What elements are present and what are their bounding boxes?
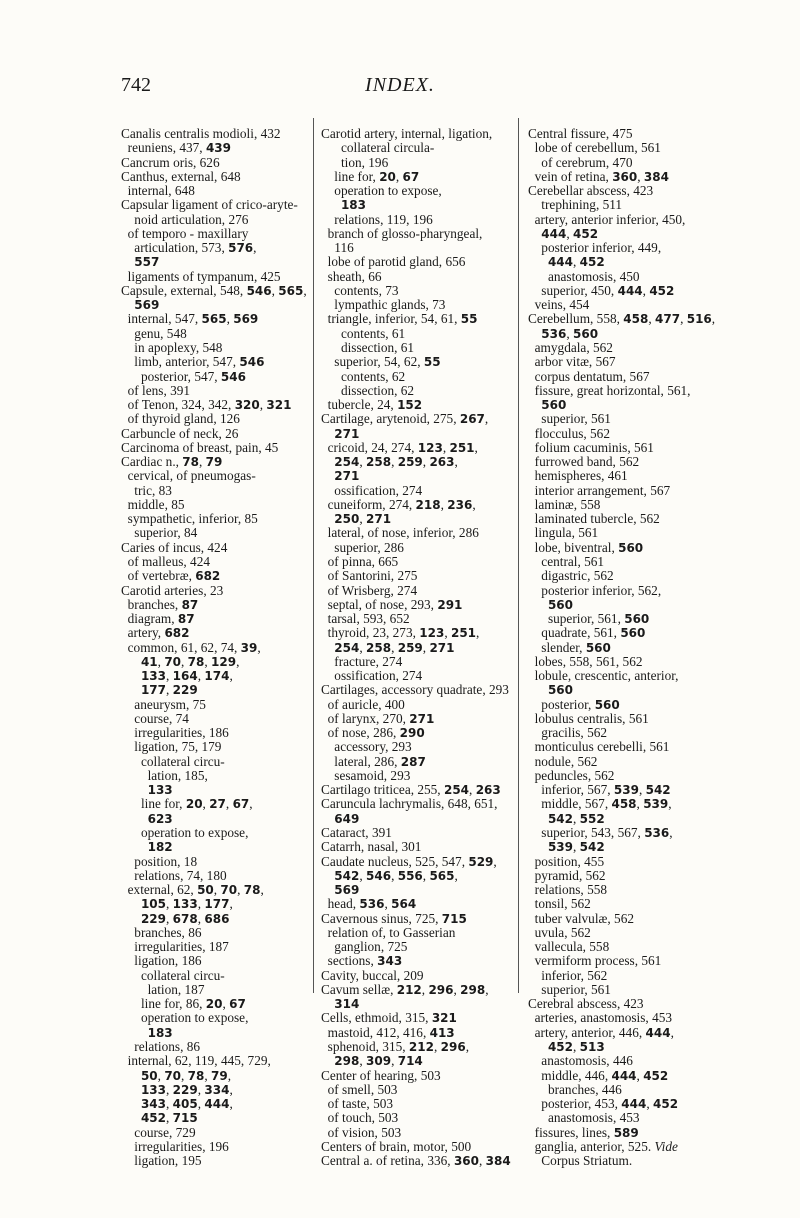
index-entry-line: arteries, anastomosis, 453	[528, 1010, 673, 1026]
index-entry-line: 254, 258, 259, 271	[334, 639, 455, 655]
index-entry-line: tarsal, 593, 652	[321, 611, 410, 627]
index-entry-line: 41, 70, 78, 129,	[140, 653, 240, 669]
index-entry-line: lation, 187	[121, 981, 205, 997]
index-entry-line: relations, 119, 196	[321, 211, 433, 227]
index-entry-line: of nose, 286, 290	[321, 725, 425, 741]
index-entry-line: peduncles, 562	[528, 767, 615, 783]
index-entry-line: genu, 548	[121, 325, 187, 341]
index-entry-line: posterior inferior, 449,	[528, 240, 662, 256]
index-entry-line: of malleus, 424	[121, 553, 211, 569]
index-entry-line: corpus dentatum, 567	[528, 368, 650, 384]
page-header	[0, 74, 800, 100]
index-entry-line: position, 455	[528, 853, 605, 869]
index-entry-line: 177, 229	[140, 682, 198, 698]
index-entry-line: monticulus cerebelli, 561	[528, 739, 670, 755]
index-entry-line: tion, 196	[321, 154, 389, 170]
index-column-2	[321, 127, 511, 1168]
index-entry-line: operation to expose,	[121, 1010, 249, 1026]
index-entry-line: branches, 87	[121, 596, 199, 612]
index-entry-line: of taste, 503	[321, 1096, 394, 1112]
index-entry-line: 105, 133, 177,	[140, 896, 233, 912]
index-entry-line: course, 729	[121, 1124, 196, 1140]
index-entry-line: sphenoid, 315, 212, 296,	[321, 1039, 470, 1054]
index-entry-line: in apoplexy, 548	[121, 339, 223, 355]
index-entry-line: ossification, 274	[321, 668, 423, 684]
index-entry-line: 557	[134, 255, 160, 270]
index-entry-line: laminated tubercle, 562	[528, 511, 660, 527]
index-entry-line: arbor vitæ, 567	[528, 354, 616, 370]
index-entry-line: Capsular ligament of crico-aryte-	[121, 197, 298, 213]
index-entry-line: lobes, 558, 561, 562	[528, 653, 643, 669]
index-entry-line: irregularities, 196	[121, 1138, 229, 1154]
index-entry-line: Cerebral abscess, 423	[528, 996, 644, 1012]
index-entry-line: branch of glosso-pharyngeal,	[321, 225, 483, 241]
index-entry-line: 542, 552	[547, 810, 605, 826]
index-entry-line: relations, 558	[528, 882, 608, 898]
page-title: INDEX.	[365, 74, 435, 96]
index-entry-line: of lens, 391	[121, 382, 191, 398]
index-entry-line: internal, 648	[121, 183, 195, 199]
index-entry-line: Carcinoma of breast, pain, 45	[121, 439, 279, 455]
index-entry-line: of temporo - maxillary	[121, 225, 249, 241]
index-entry-line: sections, 343	[321, 953, 403, 969]
index-entry-line: 314	[334, 997, 360, 1012]
index-entry-line: 542, 546, 556, 565,	[334, 867, 458, 883]
index-entry-line: artery, anterior inferior, 450,	[528, 211, 686, 227]
index-entry-line: pyramid, 562	[528, 867, 606, 883]
index-entry-line: cervical, of pneumogas-	[121, 468, 256, 484]
index-entry-line: Cavernous sinus, 725, 715	[321, 910, 467, 926]
index-entry-line: of vision, 503	[321, 1124, 402, 1140]
index-entry-line: 560	[541, 398, 567, 413]
index-entry-line: superior, 543, 567, 536,	[528, 825, 673, 841]
index-entry-line: dissection, 61	[321, 339, 415, 355]
index-entry-line: ganglia, anterior, 525. Vide	[528, 1138, 678, 1154]
index-entry-line: 539, 542	[547, 839, 605, 855]
index-entry-line: internal, 62, 119, 445, 729,	[121, 1053, 271, 1069]
index-entry-line: of Tenon, 324, 342, 320, 321	[121, 397, 292, 413]
index-entry-line: vein of retina, 360, 384	[528, 168, 669, 184]
index-entry-line: Corpus Striatum.	[528, 1153, 633, 1169]
index-entry-line: veins, 454	[528, 297, 590, 313]
index-entry-line: 254, 258, 259, 263,	[334, 454, 458, 470]
index-entry-line: ligation, 195	[121, 1153, 202, 1169]
index-entry-line: ligation, 186	[121, 953, 202, 969]
page-number: 742	[121, 74, 151, 96]
index-entry-line: Cartilage, arytenoid, 275, 267,	[321, 411, 489, 427]
index-entry-line: Cancrum oris, 626	[121, 154, 220, 170]
index-entry-line: Cavum sellæ, 212, 296, 298,	[321, 981, 489, 997]
index-entry-line: folium cacuminis, 561	[528, 439, 654, 455]
index-entry-line: 569	[134, 298, 160, 313]
index-entry-line: mastoid, 412, 416, 413	[321, 1024, 455, 1040]
index-entry-line: collateral circu-	[121, 753, 225, 769]
index-entry-line: of Santorini, 275	[321, 568, 418, 584]
index-entry-line: anastomosis, 450	[528, 268, 640, 284]
index-entry-line: furrowed band, 562	[528, 454, 640, 470]
index-entry-line: collateral circula-	[321, 140, 435, 156]
index-entry-line: Cells, ethmoid, 315, 321	[321, 1010, 457, 1026]
index-entry-line: trephining, 511	[528, 197, 623, 213]
index-entry-line: slender, 560	[528, 639, 611, 655]
index-entry-line: superior, 450, 444, 452	[528, 282, 675, 298]
index-entry-line: vallecula, 558	[528, 939, 610, 955]
index-entry-line: posterior, 560	[528, 696, 620, 712]
column-divider	[313, 118, 314, 993]
index-entry-line: Center of hearing, 503	[321, 1067, 441, 1083]
index-entry-line: middle, 446, 444, 452	[528, 1067, 669, 1083]
index-entry-line: uvula, 562	[528, 924, 591, 940]
index-entry-line: quadrate, 561, 560	[528, 625, 646, 641]
index-entry-line: common, 61, 62, 74, 39,	[121, 639, 261, 655]
index-entry-line: Cerebellar abscess, 423	[528, 183, 654, 199]
index-entry-line: interior arrangement, 567	[528, 482, 671, 498]
index-entry-line: hemispheres, 461	[528, 468, 628, 484]
index-entry-line: septal, of nose, 293, 291	[321, 596, 463, 612]
index-entry-line: middle, 85	[121, 496, 185, 512]
index-entry-line: lateral, of nose, inferior, 286	[321, 525, 479, 541]
index-entry-line: Carotid arteries, 23	[121, 582, 224, 598]
index-entry-line: 569	[334, 883, 360, 898]
index-entry-line: accessory, 293	[321, 739, 412, 755]
index-entry-line: relations, 74, 180	[121, 867, 227, 883]
index-entry-line: aneurysm, 75	[121, 696, 206, 712]
index-entry-line: sesamoid, 293	[321, 767, 411, 783]
index-entry-line: fracture, 274	[321, 653, 403, 669]
index-entry-line: of smell, 503	[321, 1081, 398, 1097]
index-entry-line: Capsule, external, 548, 546, 565,	[121, 282, 307, 298]
index-entry-line: 560	[547, 683, 574, 698]
index-entry-line: dissection, 62	[321, 382, 415, 398]
index-entry-line: 298, 309, 714	[334, 1053, 423, 1069]
index-entry-line: cuneiform, 274, 218, 236,	[321, 496, 476, 512]
index-entry-line: 271	[334, 469, 360, 484]
index-entry-line: Canalis centralis modioli, 432	[121, 126, 281, 141]
index-entry-line: digastric, 562	[528, 568, 614, 584]
index-entry-line: of auricle, 400	[321, 696, 405, 712]
index-entry-line: 343, 405, 444,	[140, 1096, 233, 1112]
index-entry-line: Cartilago triticea, 255, 254, 263	[321, 782, 501, 798]
index-entry-line: Catarrh, nasal, 301	[321, 839, 422, 855]
index-entry-line: lympathic glands, 73	[321, 297, 446, 313]
index-entry-line: Caudate nucleus, 525, 547, 529,	[321, 853, 497, 869]
index-entry-line: thyroid, 23, 273, 123, 251,	[321, 625, 480, 641]
index-entry-line: anastomosis, 453	[528, 1110, 640, 1126]
index-entry-line: Cerebellum, 558, 458, 477, 516,	[528, 311, 716, 327]
index-entry-line: Centers of brain, motor, 500	[321, 1138, 472, 1154]
index-entry-line: anastomosis, 446	[528, 1053, 633, 1069]
index-entry-line: tubercle, 24, 152	[321, 397, 423, 413]
index-entry-line: of Wrisberg, 274	[321, 582, 418, 598]
index-entry-line: posterior, 547, 546	[121, 368, 246, 384]
index-entry-line: of larynx, 270, 271	[321, 710, 435, 726]
index-entry-line: reuniens, 437, 439	[121, 140, 231, 156]
index-entry-line: posterior inferior, 562,	[528, 582, 662, 598]
index-entry-line: superior, 54, 62, 55	[321, 354, 441, 370]
index-entry-line: lobe of parotid gland, 656	[321, 254, 466, 270]
index-entry-line: superior, 561, 560	[528, 611, 650, 627]
index-entry-line: Carotid artery, internal, ligation,	[321, 126, 493, 141]
index-entry-line: 183	[147, 1025, 173, 1040]
index-entry-line: 649	[334, 811, 360, 826]
index-entry-line: lobulus centralis, 561	[528, 710, 649, 726]
index-entry-line: course, 74	[121, 710, 189, 726]
index-entry-line: laminæ, 558	[528, 496, 601, 512]
index-entry-line: position, 18	[121, 853, 198, 869]
index-entry-line: sympathetic, inferior, 85	[121, 511, 258, 527]
index-entry-line: of cerebrum, 470	[528, 154, 633, 170]
index-entry-line: posterior, 453, 444, 452	[528, 1096, 679, 1112]
index-entry-line: diagram, 87	[121, 611, 195, 627]
index-entry-line: 271	[334, 426, 360, 441]
index-entry-line: Carbuncle of neck, 26	[121, 425, 239, 441]
index-entry-line: relations, 86	[121, 1039, 201, 1054]
index-entry-line: branches, 86	[121, 924, 202, 940]
index-entry-line: flocculus, 562	[528, 425, 610, 441]
index-entry-line: limb, anterior, 547, 546	[121, 354, 265, 370]
index-entry-line: 183	[340, 198, 367, 213]
index-entry-line: inferior, 562	[528, 967, 608, 983]
index-entry-line: vermiform process, 561	[528, 953, 662, 969]
index-entry-line: superior, 286	[321, 539, 404, 555]
index-entry-line: superior, 561	[528, 981, 611, 997]
index-entry-line: lobule, crescentic, anterior,	[528, 668, 679, 684]
index-entry-line: triangle, inferior, 54, 61, 55	[321, 311, 478, 327]
index-entry-line: ligation, 75, 179	[121, 739, 222, 755]
index-entry-line: 133, 164, 174,	[140, 668, 233, 684]
index-entry-line: Cavity, buccal, 209	[321, 967, 424, 983]
index-entry-line: line for, 20, 27, 67,	[121, 796, 253, 812]
index-entry-line: contents, 62	[321, 368, 406, 384]
index-entry-line: line for, 20, 67	[321, 168, 420, 184]
index-entry-line: relation of, to Gasserian	[321, 924, 456, 940]
index-entry-line: line for, 86, 20, 67	[121, 996, 246, 1012]
index-entry-line: branches, 446	[528, 1081, 622, 1097]
index-entry-line: head, 536, 564	[321, 896, 417, 912]
index-entry-line: of pinna, 665	[321, 553, 399, 569]
index-column-3	[528, 127, 724, 1168]
index-entry-line: 229, 678, 686	[140, 910, 230, 926]
index-entry-line: operation to expose,	[321, 183, 442, 199]
index-entry-line: Central a. of retina, 336, 360, 384	[321, 1153, 511, 1169]
index-entry-line: artery, anterior, 446, 444,	[528, 1024, 674, 1040]
index-entry-line: sheath, 66	[321, 268, 382, 284]
index-entry-line: central, 561	[528, 553, 605, 569]
index-entry-line: superior, 561	[528, 411, 611, 427]
index-entry-line: 452, 715	[140, 1110, 198, 1126]
index-entry-line: middle, 567, 458, 539,	[528, 796, 672, 812]
index-entry-line: articulation, 573, 576,	[121, 240, 257, 256]
index-entry-line: tric, 83	[121, 482, 172, 498]
index-entry-line: 250, 271	[334, 511, 392, 527]
index-entry-line: Caries of incus, 424	[121, 539, 228, 555]
index-entry-line: 50, 70, 78, 79,	[140, 1067, 232, 1083]
index-column-1	[121, 127, 306, 1168]
index-entry-line: lobe of cerebellum, 561	[528, 140, 661, 156]
index-entry-line: operation to expose,	[121, 825, 249, 841]
index-entry-line: cricoid, 24, 274, 123, 251,	[321, 439, 478, 455]
index-entry-line: tonsil, 562	[528, 896, 591, 912]
index-entry-line: collateral circu-	[121, 967, 225, 983]
index-entry-line: fissure, great horizontal, 561,	[528, 382, 691, 398]
index-entry-line: Canthus, external, 648	[121, 168, 241, 184]
index-entry-line: nodule, 562	[528, 753, 598, 769]
index-entry-line: ossification, 274	[321, 482, 423, 498]
index-entry-line: 452, 513	[547, 1039, 605, 1054]
index-entry-line: tuber valvulæ, 562	[528, 910, 634, 926]
index-entry-line: gracilis, 562	[528, 725, 608, 741]
index-entry-line: superior, 84	[121, 525, 198, 541]
index-entry-line: Caruncula lachrymalis, 648, 651,	[321, 796, 498, 812]
index-entry-line: lateral, 286, 287	[321, 753, 426, 769]
index-entry-line: of touch, 503	[321, 1110, 399, 1126]
index-entry-line: noid articulation, 276	[121, 211, 249, 227]
index-entry-line: inferior, 567, 539, 542	[528, 782, 671, 798]
index-entry-line: of vertebræ, 682	[121, 568, 221, 584]
index-entry-line: irregularities, 187	[121, 939, 229, 955]
index-entry-line: lation, 185,	[121, 767, 208, 783]
index-entry-line: 623	[147, 811, 173, 826]
column-divider	[518, 118, 519, 993]
index-entry-line: 133	[147, 783, 173, 798]
index-entry-line: of thyroid gland, 126	[121, 411, 240, 427]
index-entry-line: 182	[147, 840, 173, 855]
index-entry-line: external, 62, 50, 70, 78,	[121, 882, 264, 898]
index-entry-line: fissures, lines, 589	[528, 1124, 639, 1140]
index-entry-line: lingula, 561	[528, 525, 599, 541]
index-entry-line: Central fissure, 475	[528, 126, 633, 141]
index-entry-line: Cartilages, accessory quadrate, 293	[321, 682, 509, 698]
index-entry-line: Cataract, 391	[321, 825, 392, 841]
index-entry-line: 560	[547, 597, 574, 612]
index-entry-line: irregularities, 186	[121, 725, 229, 741]
index-entry-line: amygdala, 562	[528, 339, 613, 355]
index-entry-line: contents, 61	[321, 325, 406, 341]
index-entry-line: 444, 452	[547, 254, 605, 270]
index-entry-line: ligaments of tympanum, 425	[121, 268, 281, 284]
index-entry-line: Cardiac n., 78, 79	[121, 454, 223, 470]
index-entry-line: 444, 452	[541, 225, 599, 241]
index-entry-line: lobe, biventral, 560	[528, 539, 644, 555]
index-entry-line: 116	[321, 240, 354, 256]
index-entry-line: 536, 560	[541, 325, 599, 341]
index-entry-line: ganglion, 725	[321, 939, 408, 955]
index-entry-line: contents, 73	[321, 282, 399, 298]
index-entry-line: 133, 229, 334,	[140, 1081, 233, 1097]
index-entry-line: artery, 682	[121, 625, 190, 641]
index-entry-line: internal, 547, 565, 569	[121, 311, 259, 327]
